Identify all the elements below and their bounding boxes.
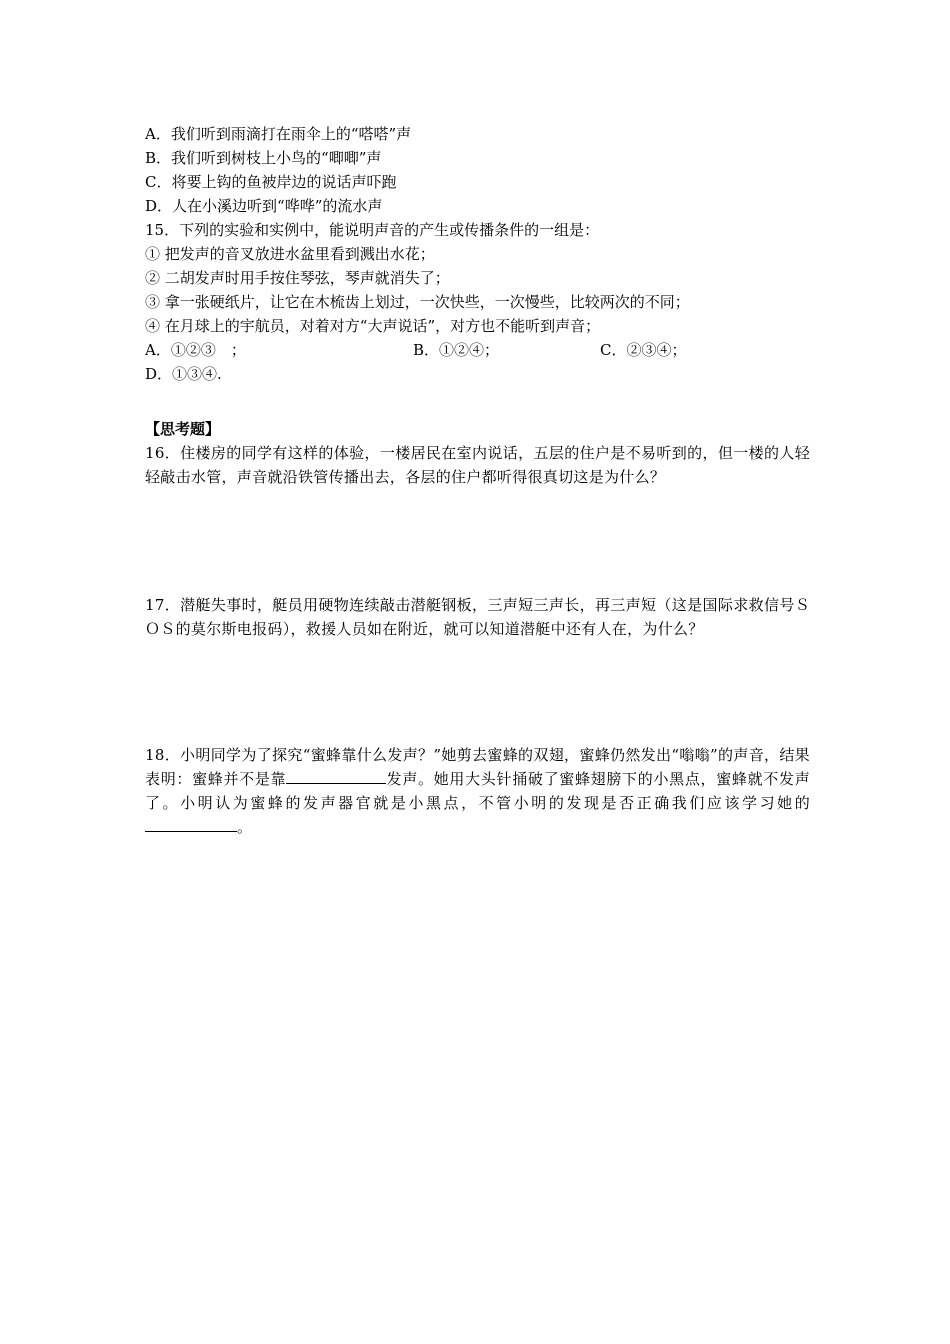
q15-options-row: [145, 338, 810, 362]
q14-option-d: D．人在小溪边听到“哗哗”的流水声: [145, 197, 383, 215]
q17-text: 17．潜艇失事时，艇员用硬物连续敲击潜艇钢板，三声短三声长，再三声短（这是国际求救信号ＳＯＳ的莫尔斯电报码），救援人员如在附近，就可以知道潜艇中还有人在，为什么？: [145, 596, 810, 638]
q14-option-a: A．我们听到雨滴打在雨伞上的“嗒嗒”声: [145, 125, 412, 143]
q15-item-3: ③ 拿一张硬纸片，让它在木梳齿上划过，一次快些，一次慢些，比较两次的不同；: [145, 293, 690, 311]
q15-option-d: D．①③④.: [145, 365, 222, 383]
q15-item-4: ④ 在月球上的宇航员，对着对方“大声说话”，对方也不能听到声音；: [145, 317, 601, 335]
q14-option-b: B．我们听到树枝上小鸟的“唧唧”声: [145, 149, 382, 167]
q18-blank-1[interactable]: [286, 767, 386, 784]
q18-part-3: 。: [237, 818, 253, 836]
q18-blank-2[interactable]: [145, 815, 237, 832]
q15-option-a: A．①②③ ；: [145, 341, 246, 359]
q18-part-2: 发声。她用大头针捅破了蜜蜂翅膀下的小黑点，蜜蜂就不发声了。小明认为蜜蜂的发声器官就是小黑点，不管小明的发现是否正确我们应该学习她的: [145, 770, 810, 812]
worksheet-page: [145, 122, 810, 839]
q15-option-c: C．②③④；: [600, 341, 687, 359]
q15-stem: 15．下列的实验和实例中，能说明声音的产生或传播条件的一组是：: [145, 221, 600, 239]
q18-part-1: 18．小明同学为了探究“蜜蜂靠什么发声？”她剪去蜜蜂的双翅，蜜蜂仍然发出“嗡嗡”的声音，结果表明：蜜蜂并不是靠: [145, 746, 810, 788]
q18-text: [145, 743, 810, 839]
q15-option-b: B．①②④；: [413, 341, 500, 359]
q15-item-1: ① 把发声的音叉放进水盆里看到溅出水花；: [145, 245, 435, 263]
q14-option-c: C．将要上钩的鱼被岸边的说话声吓跑: [145, 173, 397, 191]
q15-item-2: ② 二胡发声时用手按住琴弦，琴声就消失了；: [145, 269, 450, 287]
q16-text: 16．住楼房的同学有这样的体验，一楼居民在室内说话，五层的住户是不易听到的，但一楼的人轻轻敲击水管，声音就沿铁管传播出去，各层的住户都听得很真切这是为什么？: [145, 444, 810, 486]
section-heading: 【思考题】: [145, 420, 221, 438]
